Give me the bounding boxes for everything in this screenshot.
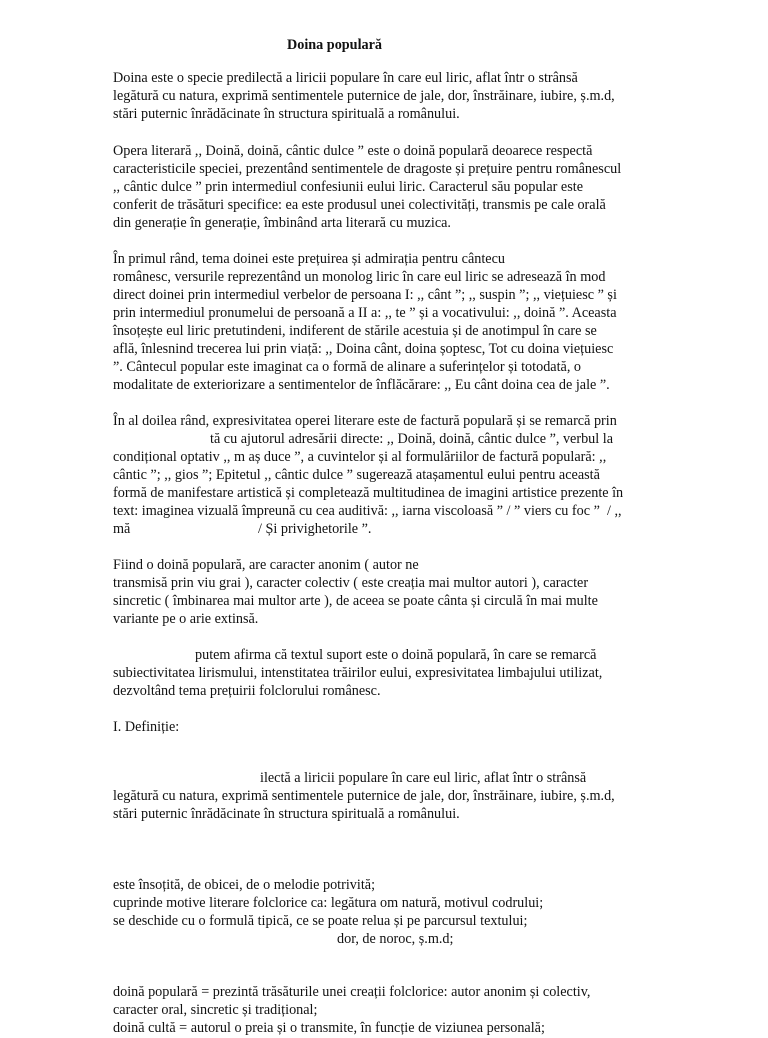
paragraph-line: transmisă prin viu grai ), caracter colectiv ( este creația mai multor autori ), caracter <box>113 575 589 591</box>
section-heading: I. Definiție: <box>113 719 180 735</box>
list-item: cuprinde motive literare folclorice ca: legătura om natură, motivul codrului; <box>113 895 544 911</box>
paragraph-line: ,, cântic dulce ” prin intermediul confesiunii eului liric. Caracterul său popular este <box>113 179 583 195</box>
paragraph-line: românesc, versurile reprezentând un monolog liric în care eul liric se adresează în mod <box>113 269 606 285</box>
paragraph-line: putem afirma că textul suport este o doină populară, în care se remarcă <box>195 647 597 663</box>
paragraph-line: conferit de trăsături specifice: ea este produsul unei colectivități, transmis pe cale orală <box>113 197 606 213</box>
paragraph-line: află, înlesnind trecerea lui prin viață: ,, Doina cânt, doina șoptesc, Tot cu doina viețuiesc <box>113 341 614 357</box>
list-item: doină populară = prezintă trăsăturile unei creații folclorice: autor anonim și colectiv, <box>113 984 591 1000</box>
paragraph-line: variante pe o arie extinsă. <box>113 611 259 627</box>
paragraph-line: din generație în generație, îmbinând arta literară cu muzica. <box>113 215 451 231</box>
paragraph-line: formă de manifestare artistică și completează multitudinea de imagini artistice prezente în <box>113 485 624 501</box>
paragraph-line: mă <box>113 521 131 537</box>
paragraph-line: Doina este o specie predilectă a liricii populare în care eul liric, aflat într o strânsă <box>113 70 578 86</box>
list-item: se deschide cu o formulă tipică, ce se poate relua și pe parcursul textului; <box>113 913 528 929</box>
document-title: Doina populară <box>287 37 383 53</box>
paragraph-line: ilectă a liricii populare în care eul liric, aflat într o strânsă <box>260 770 587 786</box>
paragraph-line: condițional optativ ,, m aș duce ”, a cuvintelor și al formulăriilor de factură populară: ,, <box>113 449 607 465</box>
paragraph-line: legătură cu natura, exprimă sentimentele puternice de jale, dor, înstrăinare, iubire, ș.m.d, <box>113 88 615 104</box>
paragraph-line: modalitate de exteriorizare a sentimentelor de înflăcărare: ,, Eu cânt doina cea de jale ”. <box>113 377 610 393</box>
paragraph-line: stări puternic înrădăcinate în structura spirituală a românului. <box>113 106 460 122</box>
paragraph-line: însoțește eul liric pretutindeni, indiferent de stările acestuia și de anotimpul în care se <box>113 323 597 339</box>
paragraph-line: Fiind o doină populară, are caracter anonim ( autor ne <box>113 557 419 573</box>
paragraph-line: În al doilea rând, expresivitatea operei literare este de factură populară și se remarcă prin <box>113 413 617 429</box>
paragraph-line: tă cu ajutorul adresării directe: ,, Doină, doină, cântic dulce ”, verbul la <box>210 431 613 447</box>
paragraph-line: În primul rând, tema doinei este prețuirea și admirația pentru cântecu <box>113 251 505 267</box>
paragraph-line: subiectivitatea lirismului, intenstitatea trăirilor eului, expresivitatea limbajului utilizat, <box>113 665 603 681</box>
list-item: caracter oral, sincretic și tradițional; <box>113 1002 318 1018</box>
paragraph-line: sincretic ( îmbinarea mai multor arte ), de aceea se poate cânta și circulă în mai multe <box>113 593 598 609</box>
paragraph-line: dezvoltând tema prețuirii folclorului românesc. <box>113 683 381 699</box>
paragraph-line: cântic ”; ,, gios ”; Epitetul ,, cântic dulce ” sugerează atașamentul eului pentru această <box>113 467 600 483</box>
list-item: este însoțită, de obicei, de o melodie potrivită; <box>113 877 376 893</box>
paragraph-line: / Și privighetorile ”. <box>258 521 372 537</box>
paragraph-line: direct doinei prin intermediul verbelor de persoana I: ,, cânt ”; ,, suspin ”; ,, viețuiesc ” și <box>113 287 617 303</box>
paragraph-line: ”. Cântecul popular este imaginat ca o formă de alinare a suferințelor și totodată, o <box>113 359 582 375</box>
list-item: doină cultă = autorul o preia și o transmite, în funcție de viziunea personală; <box>113 1020 545 1036</box>
paragraph-line: caracteristicile speciei, prezentând sentimentele de dragoste și prețuire pentru românescul <box>113 161 622 177</box>
paragraph-line: text: imaginea vizuală împreună cu cea auditivă: ,, iarna viscoloasă ” / ” viers cu foc ” / ,, <box>113 503 622 519</box>
paragraph-line: legătură cu natura, exprimă sentimentele puternice de jale, dor, înstrăinare, iubire, ș.m.d, <box>113 788 615 804</box>
paragraph-line: prin intermediul pronumelui de persoană a II a: ,, te ” și a vocativului: ,, doină ”. Aceasta <box>113 305 617 321</box>
paragraph-line: Opera literară ,, Doină, doină, cântic dulce ” este o doină populară deoarece respectă <box>113 143 593 159</box>
paragraph-line: stări puternic înrădăcinate în structura spirituală a românului. <box>113 806 460 822</box>
list-item: dor, de noroc, ș.m.d; <box>337 931 454 947</box>
